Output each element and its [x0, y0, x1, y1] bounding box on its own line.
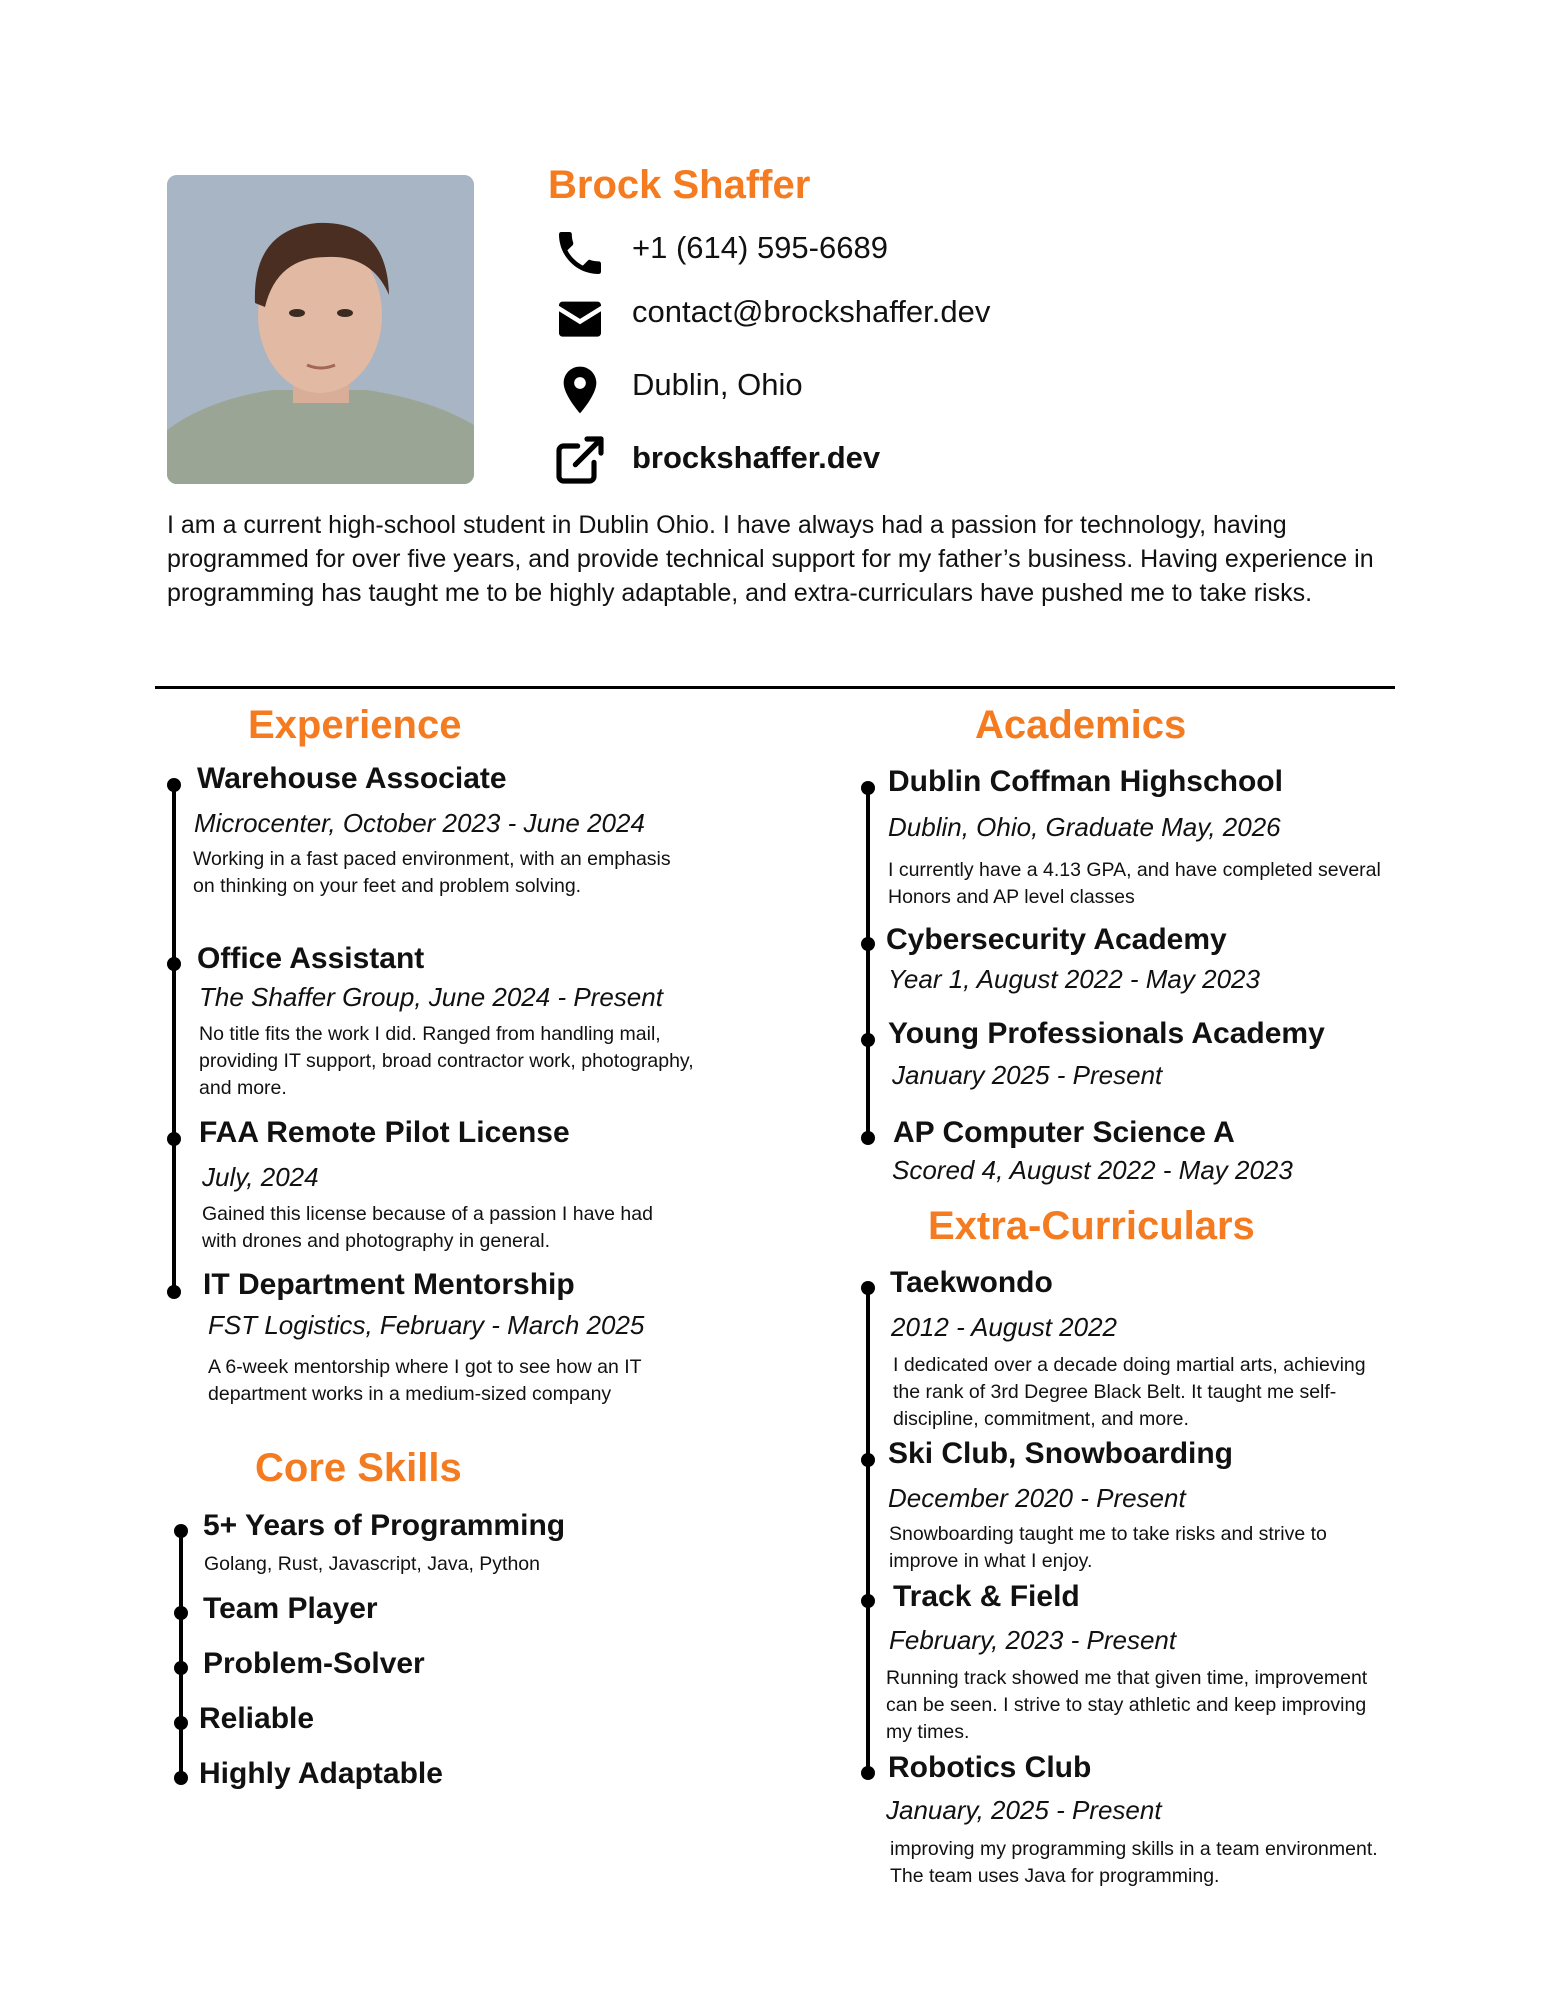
experience-description: Working in a fast paced environment, with an emphasis on thinking on your feet and problem solving.	[193, 848, 671, 897]
email-address[interactable]: contact@brockshaffer.dev	[632, 294, 991, 329]
skill-title: Problem-Solver	[203, 1647, 425, 1680]
academic-title: Dublin Coffman Highschool	[888, 765, 1283, 798]
timeline-dot	[174, 1661, 188, 1675]
academic-description: I currently have a 4.13 GPA, and have completed several Honors and AP level classes	[888, 859, 1381, 908]
phone-icon	[552, 225, 608, 281]
location-text: Dublin, Ohio	[632, 367, 803, 402]
skill-title: 5+ Years of Programming	[203, 1509, 566, 1542]
academic-subtitle: January 2025 - Present	[892, 1060, 1163, 1090]
experience-title: Office Assistant	[197, 942, 425, 975]
skills-timeline	[179, 1528, 183, 1776]
academic-subtitle: Year 1, August 2022 - May 2023	[888, 964, 1260, 994]
candidate-name: Brock Shaffer	[548, 163, 811, 207]
section-divider	[155, 686, 1395, 689]
timeline-dot	[174, 1771, 188, 1785]
core-skills-heading: Core Skills	[255, 1446, 462, 1490]
activity-description: Running track showed me that given time, improvement can be seen. I strive to stay athletic and keep improving my times.	[886, 1667, 1368, 1743]
timeline-dot	[167, 957, 181, 971]
experience-timeline	[172, 782, 176, 1292]
activity-title: Robotics Club	[888, 1751, 1092, 1784]
experience-description: A 6-week mentorship where I got to see how an IT department works in a medium-sized company	[208, 1356, 642, 1405]
website-link[interactable]: brockshaffer.dev	[632, 440, 881, 475]
activity-title: Taekwondo	[890, 1266, 1053, 1299]
experience-subtitle: The Shaffer Group, June 2024 - Present	[199, 982, 663, 1012]
bio-paragraph: I am a current high-school student in Dublin Ohio. I have always had a passion for technology, having programmed for over five years, and provide technical support for my father’s business. Having experience in programming has taught me to be highly adaptable, and extra-curriculars have pushed me to take risks.	[167, 511, 1374, 607]
academic-subtitle: Dublin, Ohio, Graduate May, 2026	[888, 812, 1281, 842]
timeline-dot	[174, 1606, 188, 1620]
timeline-dot	[167, 778, 181, 792]
extracurriculars-heading: Extra-Curriculars	[928, 1204, 1255, 1248]
timeline-dot	[861, 1281, 875, 1295]
activity-description: I dedicated over a decade doing martial arts, achieving the rank of 3rd Degree Black Belt. It taught me self-discipline, commitment, and more.	[893, 1354, 1366, 1430]
external-link-icon	[552, 432, 608, 488]
timeline-dot	[174, 1524, 188, 1538]
timeline-dot	[861, 1766, 875, 1780]
location-pin-icon	[552, 362, 608, 418]
activity-subtitle: December 2020 - Present	[888, 1483, 1186, 1513]
profile-photo	[167, 175, 474, 484]
activity-subtitle: 2012 - August 2022	[891, 1312, 1117, 1342]
timeline-dot	[861, 1033, 875, 1047]
academic-title: Cybersecurity Academy	[886, 923, 1227, 956]
skill-detail: Golang, Rust, Javascript, Java, Python	[204, 1553, 540, 1575]
activity-title: Track & Field	[893, 1580, 1080, 1613]
timeline-dot	[174, 1716, 188, 1730]
activity-title: Ski Club, Snowboarding	[888, 1437, 1233, 1470]
academics-timeline	[866, 785, 870, 1135]
experience-title: IT Department Mentorship	[203, 1268, 575, 1301]
experience-title: FAA Remote Pilot License	[199, 1116, 570, 1149]
timeline-dot	[861, 1453, 875, 1467]
activity-subtitle: February, 2023 - Present	[889, 1625, 1177, 1655]
timeline-dot	[167, 1132, 181, 1146]
academic-subtitle: Scored 4, August 2022 - May 2023	[892, 1155, 1293, 1185]
timeline-dot	[861, 781, 875, 795]
experience-subtitle: Microcenter, October 2023 - June 2024	[194, 808, 645, 838]
experience-subtitle: July, 2024	[202, 1162, 319, 1192]
skill-title: Reliable	[199, 1702, 315, 1735]
experience-heading: Experience	[248, 703, 462, 747]
academics-heading: Academics	[975, 703, 1187, 747]
email-icon	[552, 290, 608, 346]
activity-subtitle: January, 2025 - Present	[886, 1795, 1162, 1825]
academic-title: AP Computer Science A	[893, 1116, 1235, 1149]
activity-description: Snowboarding taught me to take risks and strive to improve in what I enjoy.	[889, 1523, 1327, 1572]
skill-title: Highly Adaptable	[199, 1757, 443, 1790]
extracurriculars-timeline	[866, 1290, 870, 1774]
experience-description: No title fits the work I did. Ranged from handling mail, providing IT support, broad contractor work, photography, and more.	[199, 1023, 694, 1099]
experience-title: Warehouse Associate	[197, 762, 507, 795]
academic-title: Young Professionals Academy	[888, 1017, 1325, 1050]
timeline-dot	[861, 1131, 875, 1145]
timeline-dot	[167, 1285, 181, 1299]
timeline-dot	[861, 1594, 875, 1608]
activity-description: improving my programming skills in a team environment. The team uses Java for programming.	[890, 1838, 1378, 1887]
phone-number[interactable]: +1 (614) 595-6689	[632, 230, 888, 265]
experience-subtitle: FST Logistics, February - March 2025	[208, 1310, 645, 1340]
skill-title: Team Player	[203, 1592, 378, 1625]
experience-description: Gained this license because of a passion I have had with drones and photography in general.	[202, 1203, 653, 1252]
timeline-dot	[861, 937, 875, 951]
